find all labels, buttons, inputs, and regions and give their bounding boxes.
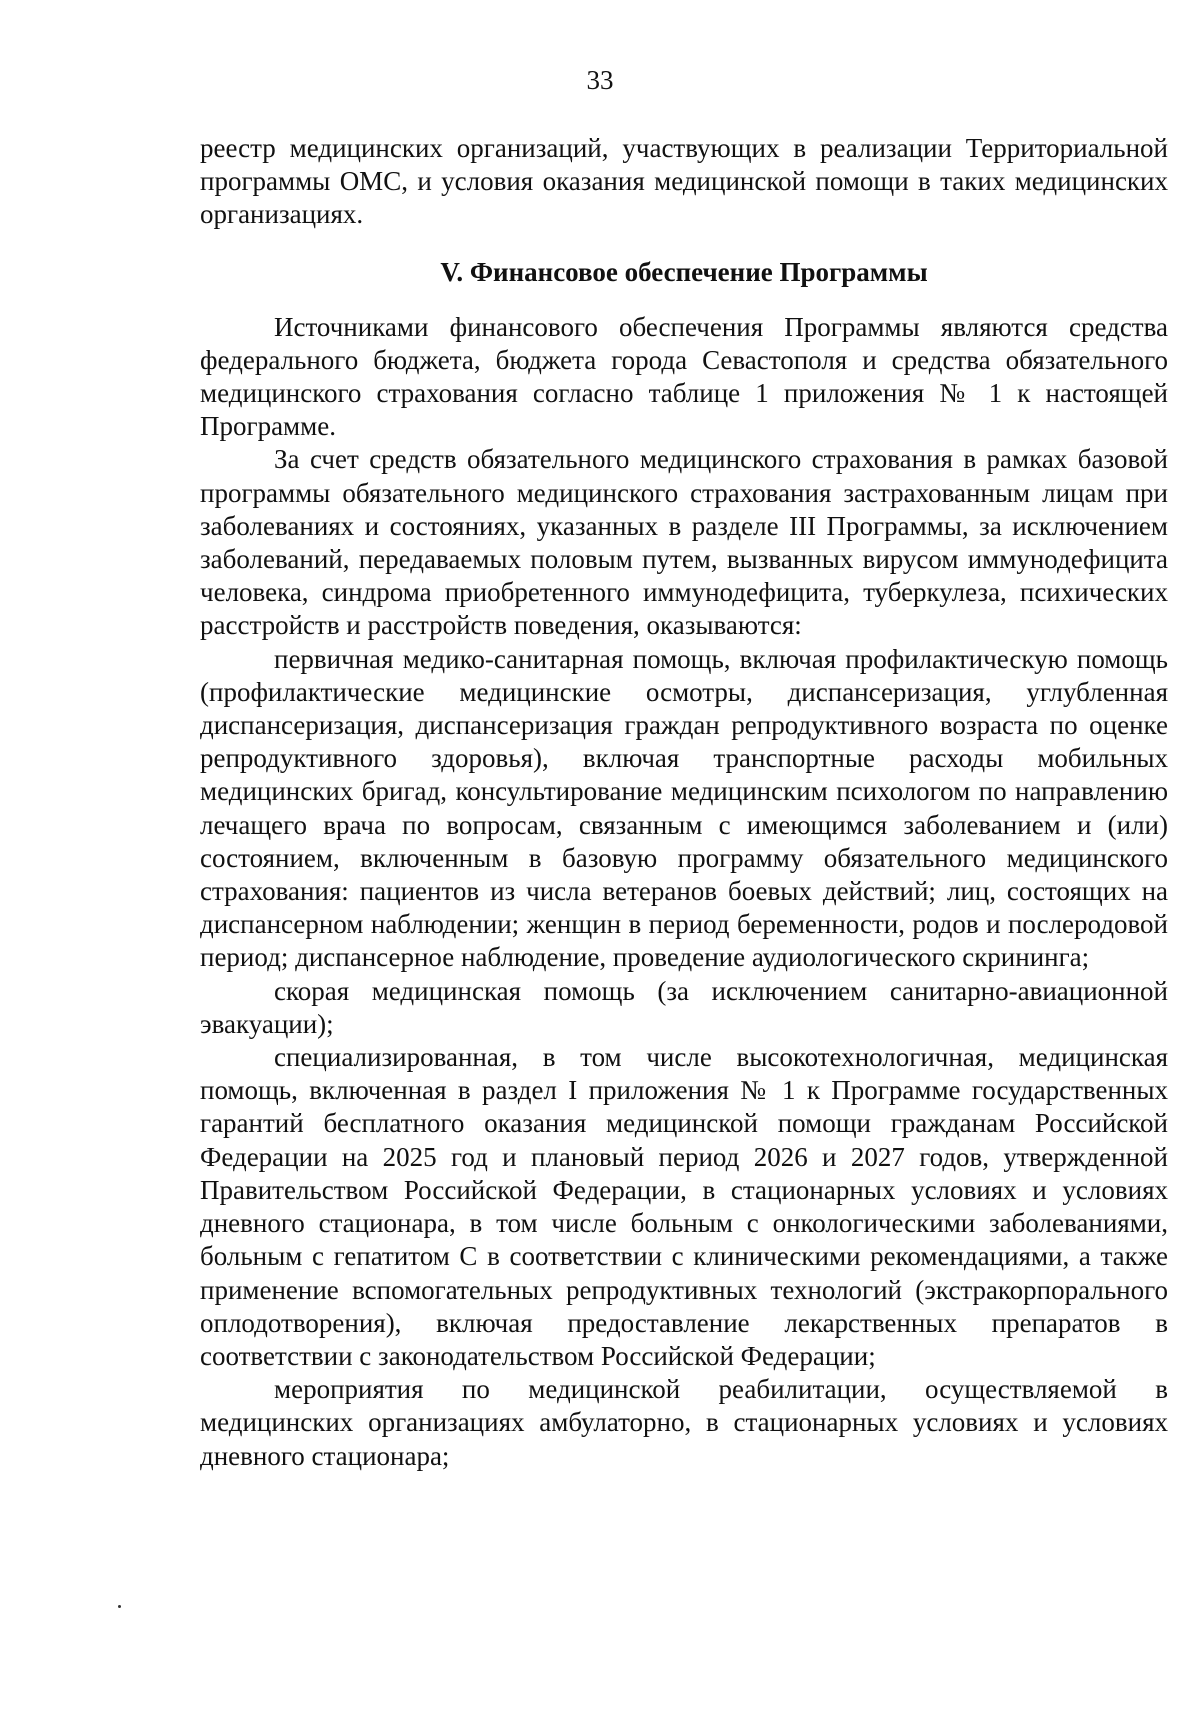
paragraph-specialized-care: специализированная, в том числе высокотехнологичная, медицинская помощь, включенная в раздел I приложения № 1 к Программе государственных гарантий бесплатного оказания медицинской помощи гражданам Российской Федерации на 2025 год и плановый период 2026 и 2027 годов, утвержденной Правительством Российской Федерации, в стационарных условиях и условиях дневного стационара, в том числе больным с онкологическими заболеваниями, больным с гепатитом С в соответствии с клиническими рекомендациями, а также применение вспомогательных репродуктивных технологий (экстракорпорального оплодотворения), включая предоставление лекарственных препаратов в соответствии с законодательством Российской Федерации;	[200, 1042, 1168, 1371]
paragraph-primary-care: первичная медико-санитарная помощь, включая профилактическую помощь (профилактические медицинские осмотры, диспансеризация, углубленная диспансеризация, диспансеризация граждан репродуктивного возраста по оценке репродуктивного здоровья), включая транспортные расходы мобильных медицинских бригад, консультирование медицинским психологом по направлению лечащего врача по вопросам, связанным с имеющимся заболеванием и (или) состоянием, включенным в базовую программу обязательного медицинского страхования: пациентов из числа ветеранов боевых действий; лиц, состоящих на диспансерном наблюдении; женщин в период беременности, родов и послеродовой период; диспансерное наблюдение, проведение аудиологического скрининга;	[200, 643, 1168, 973]
page-number: 33	[586, 65, 614, 95]
paragraph-rehabilitation: мероприятия по медицинской реабилитации, осуществляемой в медицинских организациях амбулаторно, в стационарных условиях и условиях дневного стационара;	[200, 1374, 1168, 1471]
scan-speck	[118, 1605, 121, 1608]
document-body	[200, 132, 1168, 1473]
paragraph-oms-coverage: За счет средств обязательного медицинского страхования в рамках базовой программы обязательного медицинского страхования застрахованным лицам при заболеваниях и состояниях, указанных в разделе III Программы, за исключением заболеваний, передаваемых половым путем, вызванных вирусом иммунодефицита человека, синдрома приобретенного иммунодефицита, туберкулеза, психических расстройств и расстройств поведения, оказываются:	[200, 444, 1168, 641]
paragraph-funding-sources: Источниками финансового обеспечения Программы являются средства федерального бюджета, бюджета города Севастополя и средства обязательного медицинского страхования согласно таблице 1 приложения № 1 к настоящей Программе.	[200, 311, 1168, 442]
section-heading: V. Финансовое обеспечение Программы	[440, 256, 928, 287]
paragraph-emergency-care: скорая медицинская помощь (за исключением санитарно-авиационной эвакуации);	[200, 975, 1168, 1039]
intro-paragraph: реестр медицинских организаций, участвующих в реализации Территориальной программы ОМС, и условия оказания медицинской помощи в таких медицинских организациях.	[200, 133, 1168, 230]
